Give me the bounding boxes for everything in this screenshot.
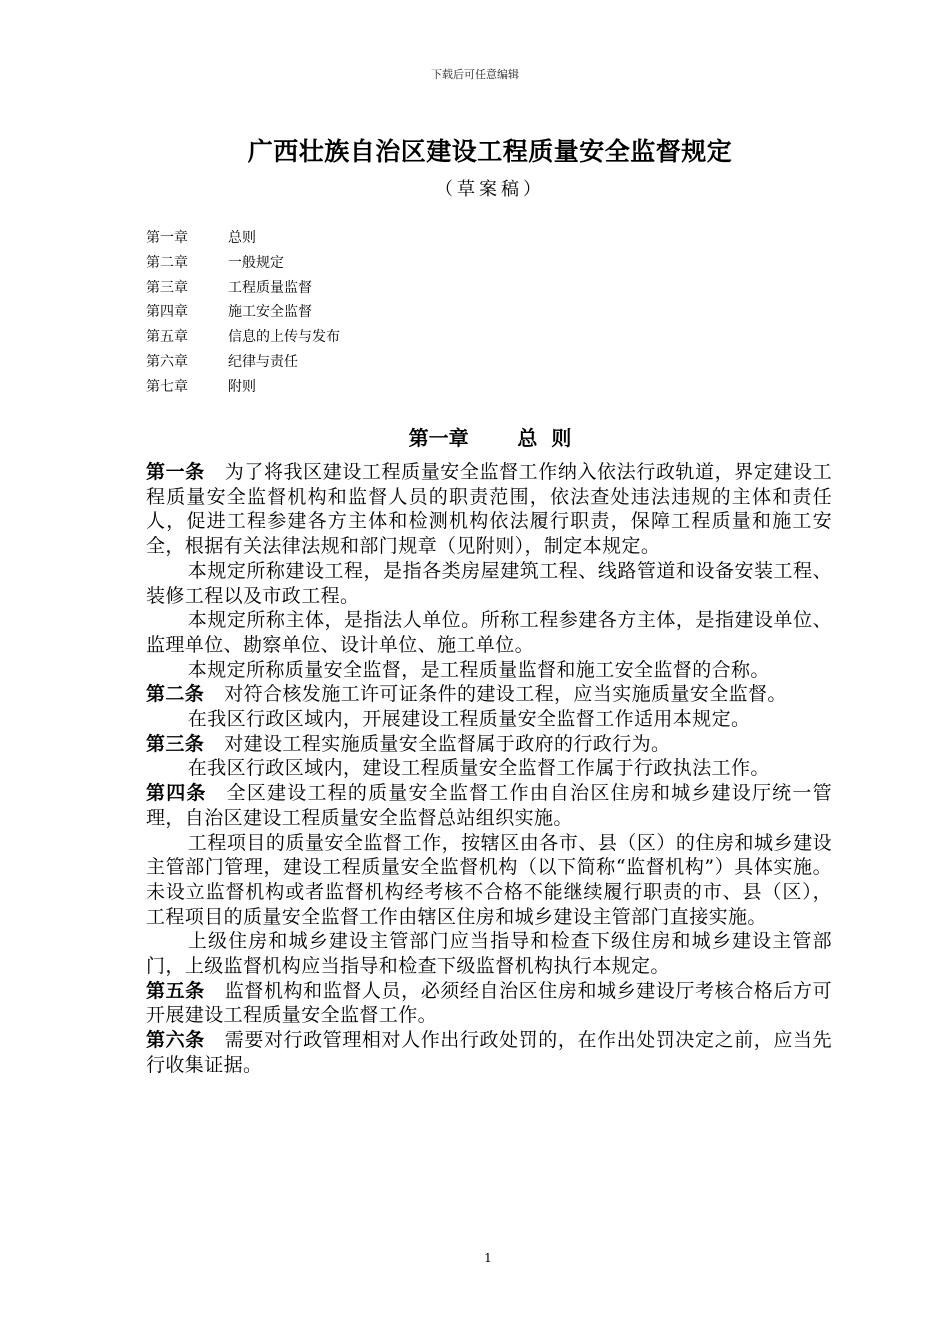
toc-item (146, 300, 546, 325)
toc-chapter-number: 第三章 (146, 279, 188, 296)
page-number: 1 (484, 1251, 492, 1265)
paragraph-text: 本规定所称质量安全监督，是工程质量监督和施工安全监督的合称。 (187, 658, 770, 681)
toc-chapter-number: 第二章 (146, 254, 188, 271)
toc-chapter-number: 第五章 (146, 329, 188, 346)
paragraph-text: 对符合核发施工许可证条件的建设工程，应当实施质量安全监督。 (224, 683, 787, 706)
toc-item (146, 276, 546, 301)
toc-item (146, 325, 546, 350)
article-label: 第四条 (146, 782, 207, 805)
article-paragraph (146, 1028, 832, 1077)
article-paragraph (146, 732, 832, 757)
paragraph-text: 本规定所称主体，是指法人单位。所称工程参建各方主体，是指建设单位、监理单位、勘察单位、设计单位、施工单位。 (146, 609, 832, 656)
toc-chapter-name: 附则 (228, 378, 256, 395)
toc-chapter-number: 第六章 (146, 353, 188, 370)
paragraph-text: 工程项目的质量安全监督工作，按辖区由各市、县（区）的住房和城乡建设主管部门管理，建设工程质量安全监督机构（以下简称“监督机构”）具体实施。未设立监督机构或者监督机构经考核不合格不能继续履行职责的市、县（区），工程项目的质量安全监督工作由辖区住房和城乡建设主管部门直接实施。 (146, 831, 832, 928)
page-header-note: 下载后可任意编辑 (431, 68, 519, 81)
toc-chapter-name: 信息的上传与发布 (228, 329, 340, 346)
paragraph (146, 658, 832, 683)
toc-chapter-name: 一般规定 (228, 254, 284, 271)
toc-item (146, 375, 546, 400)
document-body (146, 460, 832, 1078)
toc-chapter-name: 纪律与责任 (228, 353, 298, 370)
paragraph-text: 本规定所称建设工程，是指各类房屋建筑工程、线路管道和设备安装工程、装修工程以及市政工程。 (146, 559, 832, 607)
toc-item (146, 251, 546, 276)
toc-item (146, 350, 546, 375)
article-paragraph (146, 682, 832, 707)
paragraph-text: 在我区行政区域内，建设工程质量安全监督工作属于行政执法工作。 (187, 757, 770, 780)
article-label: 第一条 (146, 461, 205, 483)
paragraph-text: 上级住房和城乡建设主管部门应当指导和检查下级住房和城乡建设主管部门，上级监督机构应当指导和检查下级监督机构执行本规定。 (146, 930, 832, 978)
paragraph-text: 需要对行政管理相对人作出行政处罚的，在作出处罚决定之前，应当先行收集证据。 (146, 1029, 832, 1076)
toc-chapter-name: 工程质量监督 (228, 279, 312, 296)
paragraph-text: 监督机构和监督人员，必须经自治区住房和城乡建设厅考核合格后方可开展建设工程质量安全监督工作。 (146, 979, 832, 1027)
document-subtitle: （草案稿） (435, 179, 545, 200)
toc-chapter-number: 第四章 (146, 304, 188, 321)
document-title: 广西壮族自治区建设工程质量安全监督规定 (247, 137, 733, 166)
article-label: 第二条 (146, 683, 205, 706)
table-of-contents (146, 226, 546, 400)
paragraph (146, 608, 832, 657)
paragraph (146, 756, 832, 781)
article-label: 第三条 (146, 732, 205, 755)
article-label: 第六条 (146, 1029, 205, 1052)
toc-chapter-name: 施工安全监督 (228, 304, 312, 321)
article-paragraph (146, 781, 832, 830)
toc-chapter-name: 总则 (228, 230, 256, 246)
paragraph (146, 707, 832, 732)
paragraph (146, 831, 832, 930)
toc-item (146, 226, 546, 251)
paragraph-text: 为了将我区建设工程质量安全监督工作纳入依法行政轨道，界定建设工程质量安全监督机构和监督人员的职责范围，依法查处违法违规的主体和责任人，促进工程参建各方主体和检测机构依法履行职责，保障工程质量和施工安全，根据有关法律法规和部门规章（见附则），制定本规定。 (146, 461, 832, 558)
toc-chapter-number: 第一章 (146, 230, 188, 246)
paragraph-text: 对建设工程实施质量安全监督属于政府的行政行为。 (224, 732, 671, 755)
paragraph-text: 全区建设工程的质量安全监督工作由自治区住房和城乡建设厅统一管理，自治区建设工程质量安全监督总站组织实施。 (146, 782, 832, 829)
article-paragraph (146, 460, 832, 559)
paragraph-text: 在我区行政区域内，开展建设工程质量安全监督工作适用本规定。 (187, 708, 751, 731)
paragraph (146, 559, 832, 608)
article-paragraph (146, 979, 832, 1028)
toc-chapter-number: 第七章 (146, 378, 188, 395)
article-label: 第五条 (146, 979, 205, 1002)
paragraph (146, 929, 832, 978)
chapter-heading: 第一章 总 则 (408, 426, 572, 450)
